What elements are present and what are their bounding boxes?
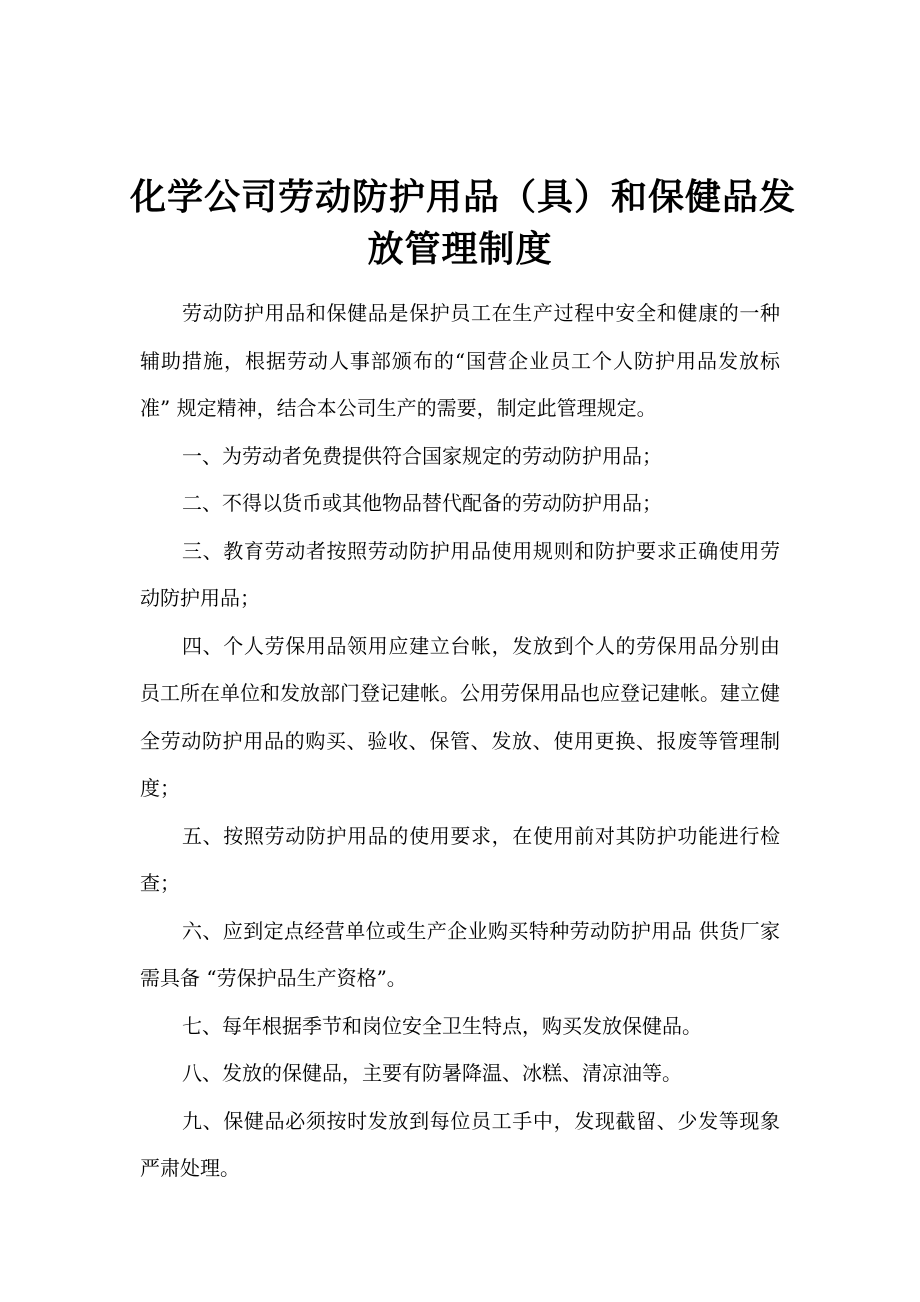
clause-3: 三、教育劳动者按照劳动防护用品使用规则和防护要求正确使用劳动防护用品； <box>140 538 780 610</box>
clause-2: 二、不得以货币或其他物品替代配备的劳动防护用品； <box>182 491 662 515</box>
clause-8: 八、发放的保健品，主要有防暑降温、冰糕、清凉油等。 <box>182 1061 682 1085</box>
clause-7: 七、每年根据季节和岗位安全卫生特点，购买发放保健品。 <box>182 1013 702 1038</box>
intro-paragraph: 劳动防护用品和保健品是保护员工在生产过程中安全和健康的一种辅助措施，根据劳动人事部颁布的“国营企业员工个人防护用品发放标准” 规定精神，结合本公司生产的需要，制定此管理规定。 <box>140 301 780 420</box>
clause-6: 六、应到定点经营单位或生产企业购买特种劳动防护用品 供货厂家需具备 “劳保护品生产资格”。 <box>140 918 780 990</box>
clause-9: 九、保健品必须按时发放到每位员工手中，发现截留、少发等现象严肃处理。 <box>140 1108 780 1180</box>
clause-4: 四、个人劳保用品领用应建立台帐，发放到个人的劳保用品分别由员工所在单位和发放部门登记建帐。公用劳保用品也应登记建帐。建立健全劳动防护用品的购买、验收、保管、发放、使用更换、报废等管理制度； <box>140 633 780 800</box>
document-body <box>140 290 780 1193</box>
document-title <box>130 172 797 276</box>
clause-1: 一、为劳动者免费提供符合国家规定的劳动防护用品； <box>182 443 662 468</box>
title-line-2: 放管理制度 <box>367 229 553 271</box>
title-line-1: 化学公司劳动防护用品（具）和保健品发 <box>130 177 797 219</box>
clause-5: 五、按照劳动防护用品的使用要求，在使用前对其防护功能进行检查； <box>140 823 780 895</box>
